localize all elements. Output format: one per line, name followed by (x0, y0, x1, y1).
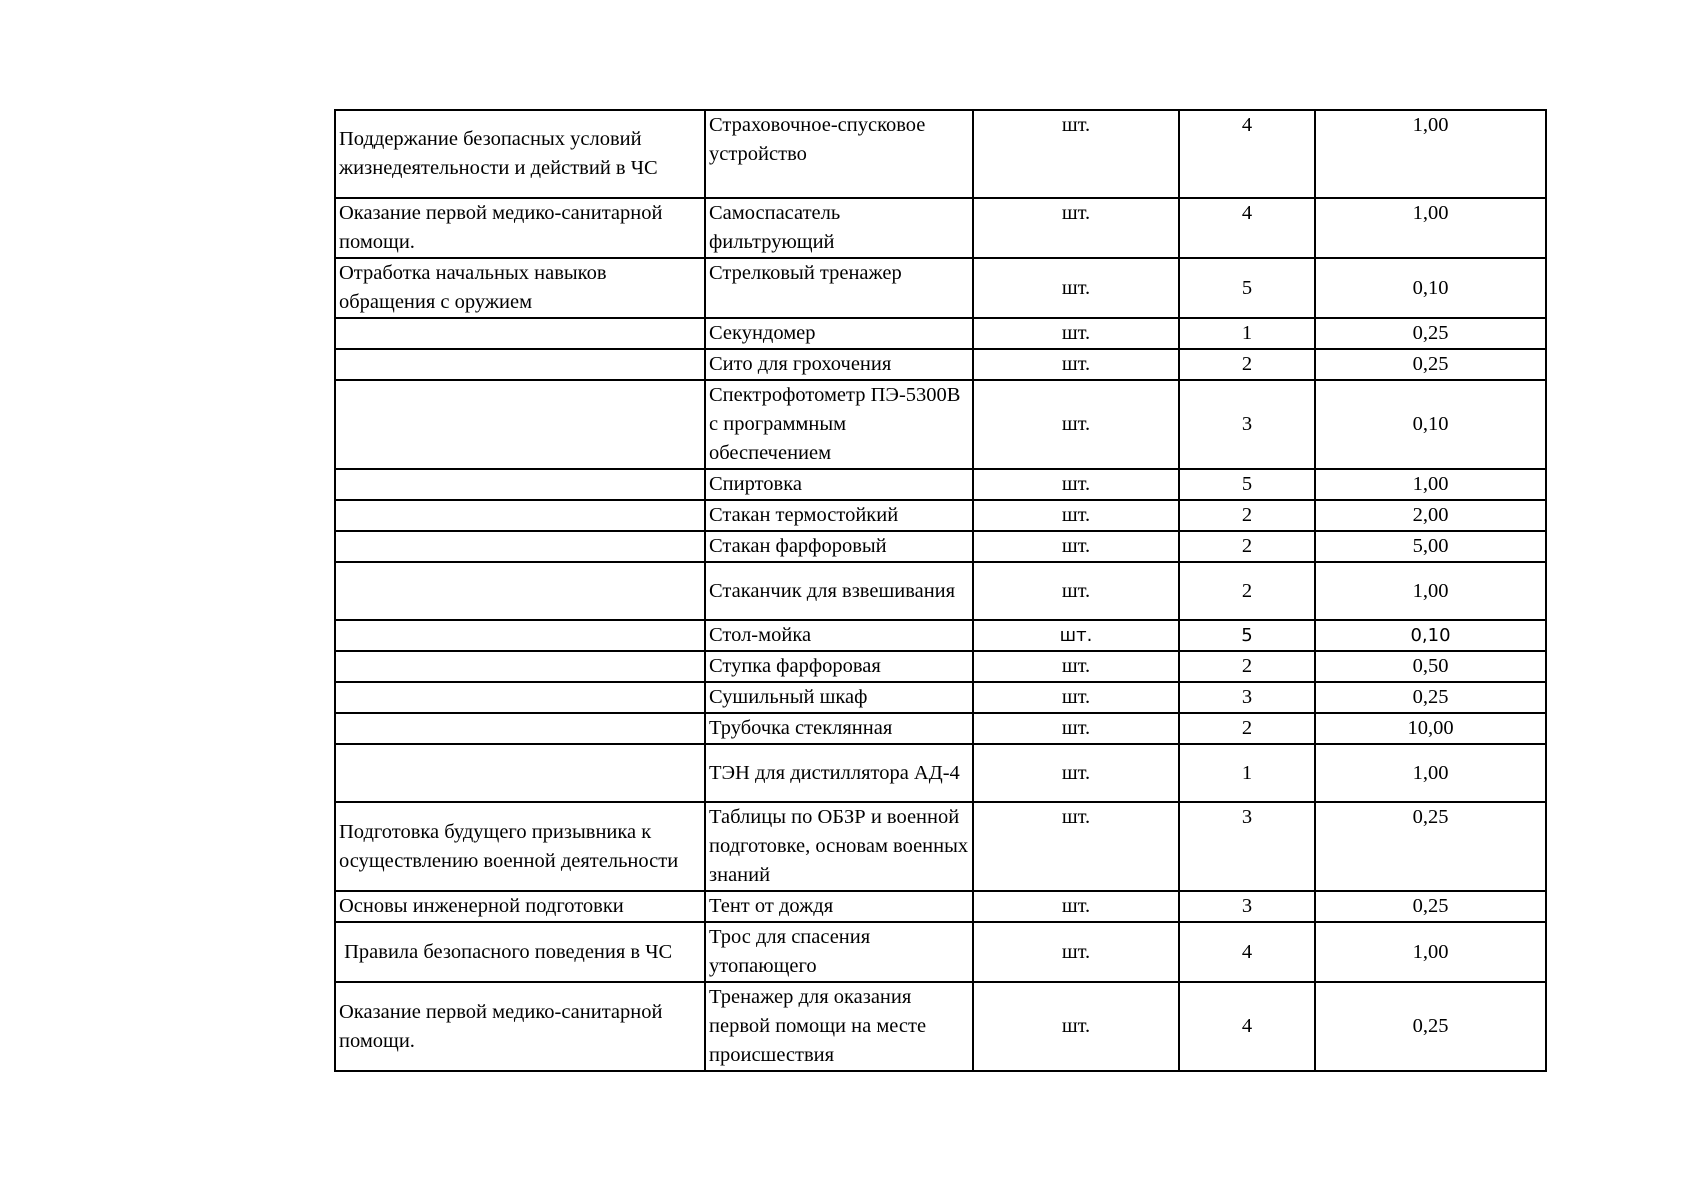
value-cell: 1,00 (1315, 922, 1546, 982)
unit-cell: шт. (973, 922, 1179, 982)
item-cell: Стаканчик для взвешивания (705, 562, 973, 620)
value-cell: 1,00 (1315, 110, 1546, 198)
value-cell: 0,10 (1315, 258, 1546, 318)
topic-cell (335, 620, 705, 651)
item-cell: Тент от дождя (705, 891, 973, 922)
quantity-cell: 4 (1179, 198, 1315, 258)
unit-cell: шт. (973, 891, 1179, 922)
quantity-cell: 4 (1179, 110, 1315, 198)
unit-cell: шт. (973, 349, 1179, 380)
table-row (335, 258, 1546, 318)
topic-cell: Оказание первой медико-санитарной помощи. (335, 982, 705, 1071)
table-row (335, 110, 1546, 198)
item-cell: Таблицы по ОБЗР и военной подготовке, основам военных знаний (705, 802, 973, 891)
quantity-cell: 1 (1179, 744, 1315, 802)
unit-cell: шт. (973, 110, 1179, 198)
unit-cell: шт. (973, 651, 1179, 682)
quantity-cell: 2 (1179, 500, 1315, 531)
item-cell: ТЭН для дистиллятора АД-4 (705, 744, 973, 802)
value-cell: 1,00 (1315, 744, 1546, 802)
table-row (335, 802, 1546, 891)
item-cell: Секундомер (705, 318, 973, 349)
item-cell: Трос для спасения утопающего (705, 922, 973, 982)
unit-cell: шт. (973, 500, 1179, 531)
value-cell: 10,00 (1315, 713, 1546, 744)
quantity-cell: 5 (1179, 469, 1315, 500)
unit-cell: шт. (973, 562, 1179, 620)
unit-cell: шт. (973, 744, 1179, 802)
item-cell: Тренажер для оказания первой помощи на месте происшествия (705, 982, 973, 1071)
value-cell: 1,00 (1315, 469, 1546, 500)
table-row (335, 713, 1546, 744)
unit-cell: шт. (973, 620, 1179, 651)
unit-cell: шт. (973, 682, 1179, 713)
topic-cell (335, 744, 705, 802)
table-row (335, 531, 1546, 562)
value-cell: 0,25 (1315, 891, 1546, 922)
unit-cell: шт. (973, 318, 1179, 349)
topic-cell: Отработка начальных навыков обращения с оружием (335, 258, 705, 318)
equipment-table-body (335, 110, 1546, 1071)
unit-cell: шт. (973, 982, 1179, 1071)
topic-cell: Оказание первой медико-санитарной помощи. (335, 198, 705, 258)
table-row (335, 682, 1546, 713)
unit-cell: шт. (973, 198, 1179, 258)
topic-cell (335, 651, 705, 682)
value-cell: 1,00 (1315, 198, 1546, 258)
item-cell: Ступка фарфоровая (705, 651, 973, 682)
equipment-table (334, 109, 1547, 1072)
value-cell: 0,50 (1315, 651, 1546, 682)
quantity-cell: 2 (1179, 562, 1315, 620)
topic-cell (335, 713, 705, 744)
topic-cell: Поддержание безопасных условий жизнедеятельности и действий в ЧС (335, 110, 705, 198)
table-row (335, 349, 1546, 380)
unit-cell: шт. (973, 713, 1179, 744)
topic-cell (335, 562, 705, 620)
item-cell: Сушильный шкаф (705, 682, 973, 713)
quantity-cell: 2 (1179, 531, 1315, 562)
quantity-cell: 3 (1179, 802, 1315, 891)
value-cell: 0,25 (1315, 349, 1546, 380)
table-row (335, 891, 1546, 922)
table-row (335, 380, 1546, 469)
item-cell: Страховочное-спусковое устройство (705, 110, 973, 198)
item-cell: Самоспасатель фильтрующий (705, 198, 973, 258)
quantity-cell: 2 (1179, 349, 1315, 380)
unit-cell: шт. (973, 802, 1179, 891)
table-row (335, 500, 1546, 531)
value-cell: 0,10 (1315, 620, 1546, 651)
topic-cell (335, 531, 705, 562)
topic-cell (335, 682, 705, 713)
unit-cell: шт. (973, 380, 1179, 469)
item-cell: Стол-мойка (705, 620, 973, 651)
item-cell: Стакан термостойкий (705, 500, 973, 531)
value-cell: 0,25 (1315, 982, 1546, 1071)
value-cell: 2,00 (1315, 500, 1546, 531)
topic-cell: Основы инженерной подготовки (335, 891, 705, 922)
item-cell: Спиртовка (705, 469, 973, 500)
item-cell: Трубочка стеклянная (705, 713, 973, 744)
unit-cell: шт. (973, 531, 1179, 562)
quantity-cell: 2 (1179, 651, 1315, 682)
value-cell: 1,00 (1315, 562, 1546, 620)
table-row (335, 620, 1546, 651)
item-cell: Сито для грохочения (705, 349, 973, 380)
value-cell: 5,00 (1315, 531, 1546, 562)
quantity-cell: 5 (1179, 620, 1315, 651)
topic-cell: Подготовка будущего призывника к осуществлению военной деятельности (335, 802, 705, 891)
quantity-cell: 5 (1179, 258, 1315, 318)
unit-cell: шт. (973, 258, 1179, 318)
unit-cell: шт. (973, 469, 1179, 500)
table-row (335, 318, 1546, 349)
quantity-cell: 2 (1179, 713, 1315, 744)
item-cell: Стрелковый тренажер (705, 258, 973, 318)
value-cell: 0,25 (1315, 802, 1546, 891)
item-cell: Спектрофотометр ПЭ-5300В с программным обеспечением (705, 380, 973, 469)
quantity-cell: 1 (1179, 318, 1315, 349)
topic-cell (335, 469, 705, 500)
value-cell: 0,25 (1315, 682, 1546, 713)
quantity-cell: 3 (1179, 380, 1315, 469)
quantity-cell: 4 (1179, 922, 1315, 982)
value-cell: 0,10 (1315, 380, 1546, 469)
table-row (335, 744, 1546, 802)
table-row (335, 469, 1546, 500)
value-cell: 0,25 (1315, 318, 1546, 349)
table-row (335, 198, 1546, 258)
table-row (335, 982, 1546, 1071)
quantity-cell: 3 (1179, 891, 1315, 922)
table-row (335, 651, 1546, 682)
quantity-cell: 3 (1179, 682, 1315, 713)
table-row (335, 562, 1546, 620)
quantity-cell: 4 (1179, 982, 1315, 1071)
topic-cell (335, 500, 705, 531)
table-row (335, 922, 1546, 982)
item-cell: Стакан фарфоровый (705, 531, 973, 562)
topic-cell (335, 318, 705, 349)
topic-cell: Правила безопасного поведения в ЧС (335, 922, 705, 982)
topic-cell (335, 349, 705, 380)
topic-cell (335, 380, 705, 469)
